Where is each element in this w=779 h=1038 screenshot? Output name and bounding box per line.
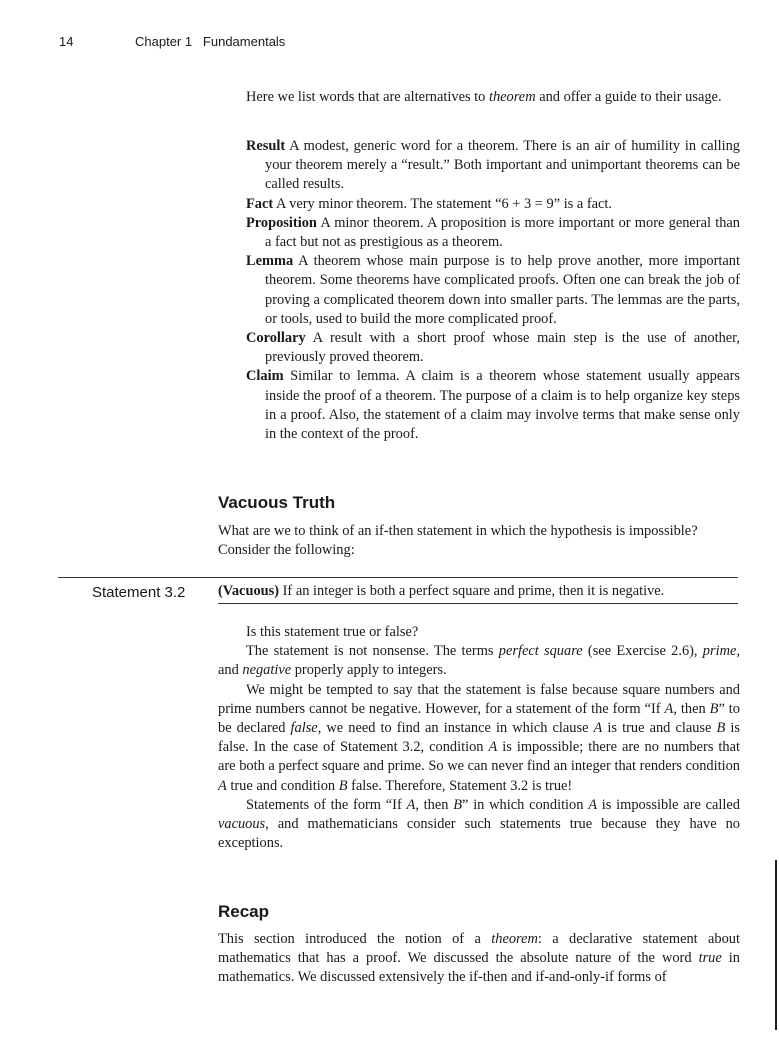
- definition-item-fact: Fact A very minor theorem. The statement “6 + 3 = 9” is a fact.: [246, 195, 613, 212]
- statement-text: (Vacuous) If an integer is both a perfect square and prime, then it is negative.: [218, 583, 665, 599]
- statement-top-rule: [58, 577, 738, 578]
- definition-item-claim: Claim Similar to lemma. A claim is a theorem whose statement usually appears inside the proof of a theorem. The purpose of a claim is to help organize key steps in a proof. Also, the statement of a claim may involve terms that make sense only in the context of the proof.: [246, 368, 740, 443]
- section-heading-vacuous-truth: Vacuous Truth: [218, 493, 336, 512]
- definition-item-lemma: Lemma A theorem whose main purpose is to help prove another, more important theorem. Some theorems have complicated proofs. Often one can break the job of proving a complicated theorem down into smaller parts. The lemmas are the parts, or tools, used to build the more complicated proof.: [246, 253, 740, 327]
- paragraph: We might be tempted to say that the statement is false because square numbers and prime numbers cannot be negative. However, for a statement of the form “If A, then B” to be declared false, we need to find an instance in which clause A is true and clause B is false. In the case of Statement 3.2, condition A is impossible; there are no numbers that are both a perfect square and prime. So we can never find an integer that renders condition A true and condition B false. Therefore, Statement 3.2 is true!: [218, 681, 741, 794]
- definition-item-proposition: Proposition A minor theorem. A proposition is more important or more general than a fact but not as prestigious as a theorem.: [246, 214, 740, 251]
- page-header: [0, 34, 779, 54]
- definition-item-result: Result A modest, generic word for a theorem. There is an air of humility in calling your theorem merely a “result.” Both important and unimportant theorems can be called results.: [246, 138, 740, 193]
- definition-term: Fact: [246, 195, 274, 212]
- definition-item-corollary: Corollary A result with a short proof whose main step is the use of another, previously proved theorem.: [246, 330, 740, 366]
- definition-term: Result: [246, 138, 286, 154]
- page-number: 14: [59, 34, 74, 49]
- running-head: Chapter 1 Fundamentals: [135, 34, 286, 49]
- statement-label: Statement 3.2: [92, 584, 186, 601]
- paragraph: Is this statement true or false?: [246, 624, 419, 640]
- section-heading-recap: Recap: [218, 902, 270, 921]
- paragraph: The statement is not nonsense. The terms perfect square (see Exercise 2.6), prime, and negative properly apply to integers.: [218, 643, 740, 679]
- statement-bottom-rule: [218, 603, 738, 604]
- page-edge-shadow: [775, 860, 777, 1030]
- main-paragraphs: [218, 623, 740, 853]
- paragraph: Statements of the form “If A, then B” in which condition A is impossible are called vacuous, and mathematicians consider such statements true because they have no exceptions.: [218, 796, 740, 852]
- definition-term: Corollary: [246, 330, 306, 347]
- definition-term: Claim: [246, 368, 284, 385]
- definition-list: [246, 137, 740, 444]
- definition-term: Lemma: [246, 253, 294, 270]
- recap-paragraph: This section introduced the notion of a theorem: a declarative statement about mathematics that has a proof. We discussed the absolute nature of the word true in mathematics. We discussed extensively the if-then and if-and-only-if forms of: [218, 931, 741, 986]
- intro-paragraph: Here we list words that are alternatives to theorem and offer a guide to their usage.: [246, 89, 722, 105]
- definition-term: Proposition: [246, 214, 317, 231]
- vacuous-intro-paragraph: What are we to think of an if-then statement in which the hypothesis is impossible? Consider the following:: [218, 523, 698, 559]
